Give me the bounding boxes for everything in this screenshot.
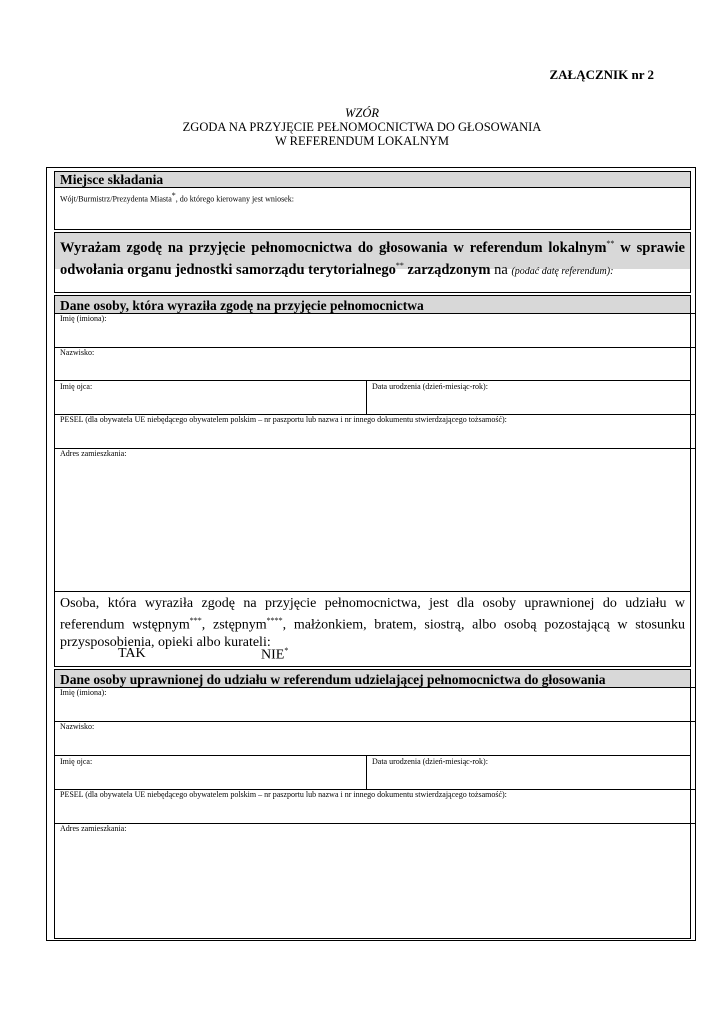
form-frame xyxy=(46,167,696,941)
proxy-father-birth-row xyxy=(55,380,690,415)
document-title-line2: W REFERENDUM LOKALNYM xyxy=(274,134,450,148)
relation-statement xyxy=(55,592,690,651)
proxy-birth-date-label: Data urodzenia (dzień-miesiąc-rok): xyxy=(372,382,488,391)
relation-text-a: Osoba, która wyraziła zgodę na przyjęcie pełnomocnictwa, jest dla osoby uprawnionej do udziału w referendum wstępnym xyxy=(60,596,685,633)
section-place xyxy=(54,171,691,230)
voter-birth-date-label: Data urodzenia (dzień-miesiąc-rok): xyxy=(372,757,488,766)
consent-text-b: w sprawie odwołania organu jednostki samorządu terytorialnego xyxy=(60,239,685,278)
option-no[interactable] xyxy=(261,646,288,664)
template-label: WZÓR xyxy=(344,106,380,120)
voter-first-names-label: Imię (imiona): xyxy=(60,688,107,697)
proxy-first-names-label: Imię (imiona): xyxy=(60,314,107,323)
footnote-mark: *** xyxy=(189,616,202,625)
proxy-surname-field[interactable] xyxy=(55,347,695,381)
voter-surname-label: Nazwisko: xyxy=(60,722,95,731)
proxy-first-names-field[interactable] xyxy=(55,313,695,348)
relation-text-c: , małżonkiem, bratem, siostrą, albo osobą pozostającą w stosunku przysposobienia, opieki albo kurateli: xyxy=(60,617,685,650)
consent-text-a: Wyrażam zgodę na przyjęcie pełnomocnictwa do głosowania w referendum lokalnym xyxy=(60,239,607,256)
voter-father-birth-row xyxy=(55,755,690,790)
voter-surname-field[interactable] xyxy=(55,721,695,756)
section-place-title: Miejsce składania xyxy=(55,172,690,188)
authority-field[interactable] xyxy=(55,188,690,205)
section-proxy-title: Dane osoby, która wyraziła zgodę na przyjęcie pełnomocnictwa xyxy=(55,296,690,313)
voter-pesel-label: PESEL (dla obywatela UE niebędącego obywatelem polskim – nr paszportu lub nazwa i nr innego dokumentu stwierdzającego tożsamość): xyxy=(60,790,507,799)
option-no-label: NIE xyxy=(261,647,285,663)
proxy-birth-date-field[interactable] xyxy=(367,382,692,414)
relation-block xyxy=(55,591,690,667)
document-title-line1: ZGODA NA PRZYJĘCIE PEŁNOMOCNICTWA DO GŁOSOWANIA xyxy=(182,120,542,134)
document-header xyxy=(0,106,724,148)
referendum-date-field[interactable] xyxy=(55,269,690,292)
section-proxy xyxy=(54,295,691,667)
section-voter xyxy=(54,669,691,939)
consent-statement xyxy=(55,233,690,278)
voter-address-label: Adres zamieszkania: xyxy=(60,824,127,833)
voter-father-name-field[interactable] xyxy=(55,757,360,789)
voter-address-field[interactable] xyxy=(55,823,695,939)
voter-pesel-field[interactable] xyxy=(55,789,695,824)
relation-text-b: , zstępnym xyxy=(201,617,267,633)
proxy-father-name-field[interactable] xyxy=(55,382,360,414)
footnote-mark: * xyxy=(171,191,176,200)
section-voter-title: Dane osoby uprawnionej do udziału w referendum udzielającej pełnomocnictwa do głosowania xyxy=(55,670,690,687)
authority-label-a: Wójt/Burmistrz/Prezydenta Miasta xyxy=(60,194,172,204)
proxy-address-label: Adres zamieszkania: xyxy=(60,449,127,458)
proxy-pesel-label: PESEL (dla obywatela UE niebędącego obywatelem polskim – nr paszportu lub nazwa i nr innego dokumentu stwierdzającego tożsamość): xyxy=(60,415,507,424)
annex-label: ZAŁĄCZNIK nr 2 xyxy=(549,67,654,82)
referendum-date-hint: (podać datę referendum): xyxy=(511,265,614,277)
option-yes[interactable]: TAK xyxy=(118,646,146,661)
voter-first-names-field[interactable] xyxy=(55,687,695,722)
consent-text-c: zarządzonym xyxy=(403,261,491,278)
proxy-pesel-field[interactable] xyxy=(55,414,695,449)
footnote-mark: * xyxy=(284,646,289,655)
proxy-surname-label: Nazwisko: xyxy=(60,348,95,357)
proxy-father-name-label: Imię ojca: xyxy=(60,382,93,391)
authority-label-b: , do którego kierowany jest wniosek: xyxy=(175,194,294,204)
footnote-mark: ** xyxy=(606,239,615,248)
voter-birth-date-field[interactable] xyxy=(367,757,692,789)
footnote-mark: **** xyxy=(266,616,283,625)
voter-father-name-label: Imię ojca: xyxy=(60,757,93,766)
proxy-address-field[interactable] xyxy=(55,448,695,592)
section-consent xyxy=(54,232,691,293)
footnote-mark: ** xyxy=(395,260,404,270)
consent-text-na: na xyxy=(490,261,512,278)
